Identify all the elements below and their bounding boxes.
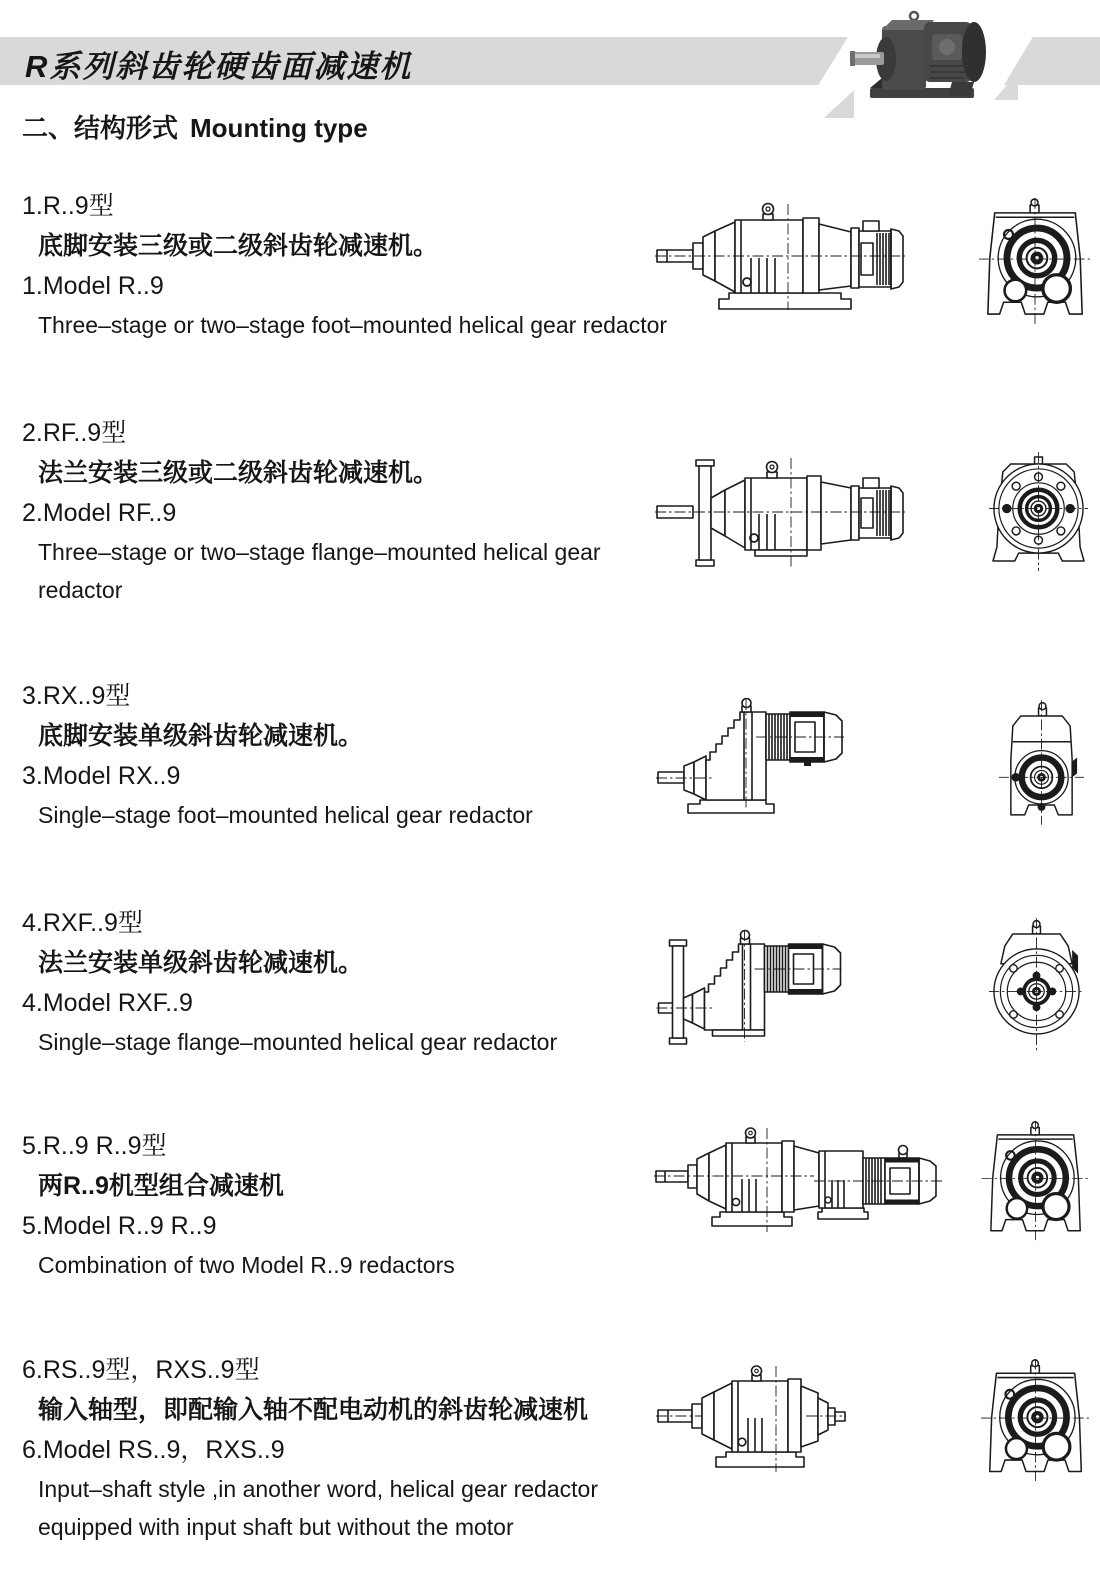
model-name-zh: 4.RXF..9型 <box>22 909 143 937</box>
model-name-en: 4.Model RXF..9 <box>22 989 193 1017</box>
model-name-zh: 1.R..9型 <box>22 192 114 220</box>
description-zh: 两R..9机型组合减速机 <box>38 1172 284 1200</box>
page-title: R系列斜齿轮硬齿面减速机 <box>25 49 413 84</box>
model-name-en: 2.Model RF..9 <box>22 499 177 527</box>
description-zh: 底脚安装三级或二级斜齿轮减速机。 <box>38 232 439 260</box>
header-banner-right-segment <box>1004 37 1100 85</box>
section-heading <box>22 108 368 145</box>
front-view-drawing-r9r9 <box>981 1120 1091 1241</box>
description-en-line1: Three–stage or two–stage foot–mounted helical gear redactor <box>38 312 668 338</box>
description-zh: 法兰安装单级斜齿轮减速机。 <box>38 949 364 977</box>
model-name-en: 5.Model R..9 R..9 <box>22 1212 217 1240</box>
model-name-zh: 3.RX..9型 <box>22 682 131 710</box>
description-en-line1: Single–stage foot–mounted helical gear redactor <box>38 802 533 828</box>
model-name-zh: 2.RF..9型 <box>22 419 127 447</box>
mounting-type-item-1 <box>22 186 668 344</box>
description-zh: 法兰安装三级或二级斜齿轮减速机。 <box>38 459 439 487</box>
side-view-drawing-rx9 <box>656 698 844 820</box>
section-heading-en: Mounting type <box>190 113 368 143</box>
description-en-line1: Single–stage flange–mounted helical gear redactor <box>38 1029 558 1055</box>
mounting-type-item-2 <box>22 413 662 609</box>
mounting-type-item-5 <box>22 1126 662 1284</box>
description-zh: 输入轴型，即配输入轴不配电动机的斜齿轮减速机 <box>38 1396 589 1424</box>
front-view-drawing-rxf9 <box>989 917 1084 1052</box>
section-heading-zh: 二、结构形式 <box>22 113 179 143</box>
description-en-line1: Combination of two Model R..9 redactors <box>38 1252 455 1278</box>
front-view-drawing-rs9 <box>981 1358 1091 1482</box>
front-view-drawing-r9 <box>979 197 1092 325</box>
description-en-line2: redactor <box>38 577 123 603</box>
side-view-drawing-r9 <box>655 198 905 316</box>
description-en-line1: Input–shaft style ,in another word, helical gear redactor <box>38 1476 598 1502</box>
front-view-drawing-rx9 <box>999 700 1084 825</box>
front-view-drawing-rf9 <box>989 452 1088 571</box>
description-zh: 底脚安装单级斜齿轮减速机。 <box>38 722 364 750</box>
mounting-type-item-3 <box>22 676 662 834</box>
description-en-line2: equipped with input shaft but without the motor <box>38 1514 514 1540</box>
gear-motor-product-photo <box>848 4 998 107</box>
model-name-en: 1.Model R..9 <box>22 272 164 300</box>
description-en-line1: Three–stage or two–stage flange–mounted helical gear <box>38 539 601 565</box>
mounting-type-item-4 <box>22 903 662 1061</box>
side-view-drawing-r9r9 <box>654 1124 944 1236</box>
side-view-drawing-rs9 <box>656 1362 846 1477</box>
model-name-en: 3.Model RX..9 <box>22 762 181 790</box>
model-name-zh: 6.RS..9型，RXS..9型 <box>22 1356 260 1384</box>
model-name-zh: 5.R..9 R..9型 <box>22 1132 167 1160</box>
side-view-drawing-rxf9 <box>656 918 842 1050</box>
model-name-en: 6.Model RS..9，RXS..9 <box>22 1436 285 1464</box>
mounting-type-item-6 <box>22 1350 662 1546</box>
side-view-drawing-rf9 <box>655 450 905 574</box>
